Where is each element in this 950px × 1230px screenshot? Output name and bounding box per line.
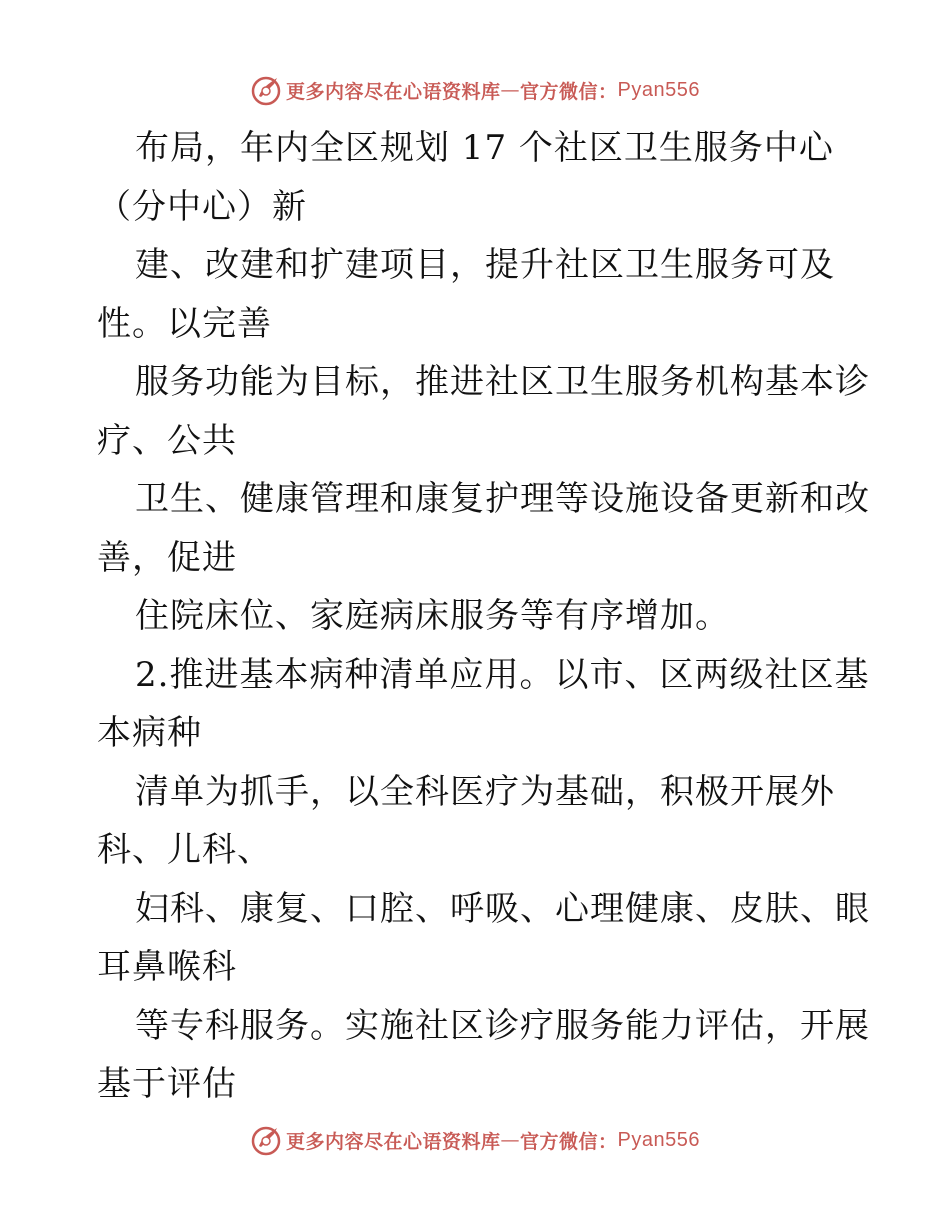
text-line: 善，促进 <box>97 537 237 578</box>
text-line: 服务功能为目标，推进社区卫生服务机构基本诊 <box>135 362 870 402</box>
text-line: 清单为抓手，以全科医疗为基础，积极开展外 <box>135 771 835 812</box>
banner-wechat-handle: Pyan556 <box>617 78 700 101</box>
text-line: 基于评估 <box>97 1064 237 1104</box>
footer-banner <box>0 1120 950 1160</box>
banner-separator: — <box>500 79 521 101</box>
banner-separator: — <box>500 1129 521 1151</box>
banner-wechat-handle: Pyan556 <box>617 1128 700 1151</box>
text-line: 本病种 <box>97 713 202 753</box>
banner-official-text: 官方微信： <box>520 1130 618 1153</box>
text-line: 卫生、健康管理和康复护理等设施设备更新和改 <box>135 479 870 519</box>
text-line: 布局，年内全区规划 17 个社区卫生服务中心 <box>135 128 834 168</box>
brush-logo-icon <box>250 74 282 106</box>
text-line: 2.推进基本病种清单应用。以市、区两级社区基 <box>135 654 870 695</box>
banner-official-text: 官方微信： <box>520 80 618 103</box>
text-line: 性。以完善 <box>97 303 272 344</box>
body-text <box>97 119 870 1114</box>
text-line: 科、儿科、 <box>97 830 272 870</box>
header-banner <box>0 70 950 110</box>
text-line: 建、改建和扩建项目，提升社区卫生服务可及 <box>135 245 835 285</box>
brush-logo-icon <box>250 1124 282 1156</box>
banner-main-text: 更多内容尽在心语资料库 <box>286 1130 501 1153</box>
text-line: 妇科、康复、口腔、呼吸、心理健康、皮肤、眼 <box>135 888 870 929</box>
text-line: 住院床位、家庭病床服务等有序增加。 <box>135 596 730 636</box>
banner-main-text: 更多内容尽在心语资料库 <box>286 80 501 103</box>
text-line: 耳鼻喉科 <box>97 947 237 987</box>
text-line: 等专科服务。实施社区诊疗服务能力评估，开展 <box>135 1005 870 1046</box>
text-line: 疗、公共 <box>97 420 237 461</box>
text-line: （分中心）新 <box>97 186 307 227</box>
